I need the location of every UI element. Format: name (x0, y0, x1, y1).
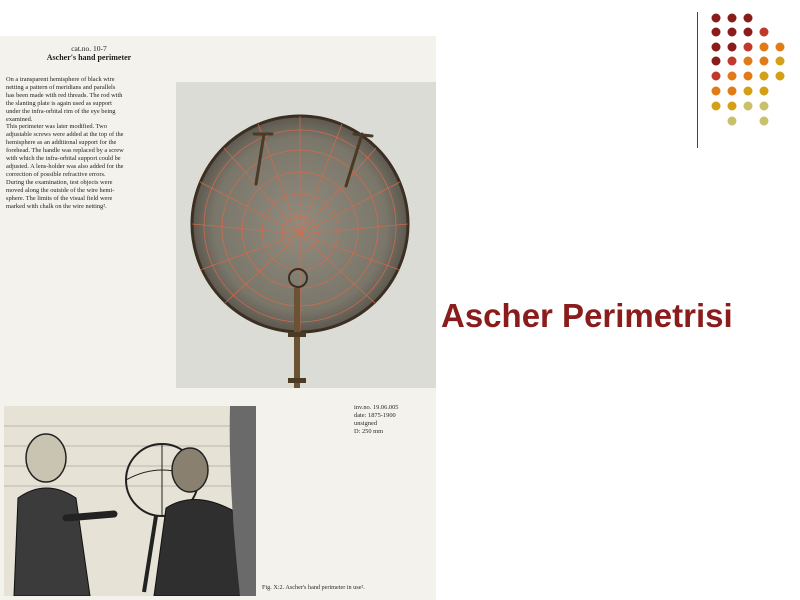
inventory-details (354, 404, 399, 436)
description-line: sphere. The limits of the visual field were (6, 194, 113, 202)
description-line: examined. (6, 115, 33, 123)
description-line: has been made with red threads. The rod with (6, 91, 123, 99)
figure-caption: Fig. X:2. Ascher's hand perimeter in use². (262, 584, 365, 591)
description-line: forehead. The handle was replaced by a screw (6, 147, 124, 155)
description-line: hemisphere as an additional support for the (6, 139, 117, 147)
dot-row (712, 87, 769, 96)
dot-row (712, 72, 785, 81)
dot-row (712, 102, 769, 111)
description-line: On a transparent hemisphere of black wire (6, 76, 115, 83)
dot-row (712, 28, 769, 37)
dot-row (712, 57, 785, 66)
description-line: marked with chalk on the wire netting². (6, 202, 107, 210)
description-line: adjusted. A lens-holder was also added for the (6, 162, 124, 170)
dot-row (712, 14, 753, 23)
inventory-line: date: 1875-1900 (354, 412, 396, 419)
dot-row (712, 43, 785, 52)
slide-title: Ascher Perimetrisi (441, 297, 733, 334)
inventory-line: inv.no. 19.06.005 (354, 404, 399, 411)
description-line: under the infra-orbital rim of the eye being (6, 107, 116, 115)
description-line: with which the infra-orbital support could be (6, 155, 121, 163)
dot-row (728, 117, 769, 126)
description-line: This perimeter was later modified. Two (6, 123, 107, 131)
decorative-dot-grid (0, 0, 800, 140)
description-line: the slanting plate is again used as support (6, 99, 112, 107)
engraving-illustration (4, 406, 256, 596)
inventory-line: D: 250 mm (354, 428, 384, 435)
inventory-line: unsigned (354, 420, 378, 427)
description-line: correction of possible refractive errors. (6, 170, 106, 178)
description-line: moved along the outside of the wire hemi- (6, 186, 115, 194)
catalogue-title: Ascher's hand perimeter (46, 53, 132, 62)
description-line: netting a pattern of meridians and parallels (6, 83, 116, 91)
description-line: adjustable screws were added at the top of the (6, 131, 124, 139)
description-line: During the examination, test objects were (6, 178, 113, 186)
handle-rod (294, 288, 300, 388)
catalogue-number: cat.no. 10-7 (71, 44, 107, 53)
